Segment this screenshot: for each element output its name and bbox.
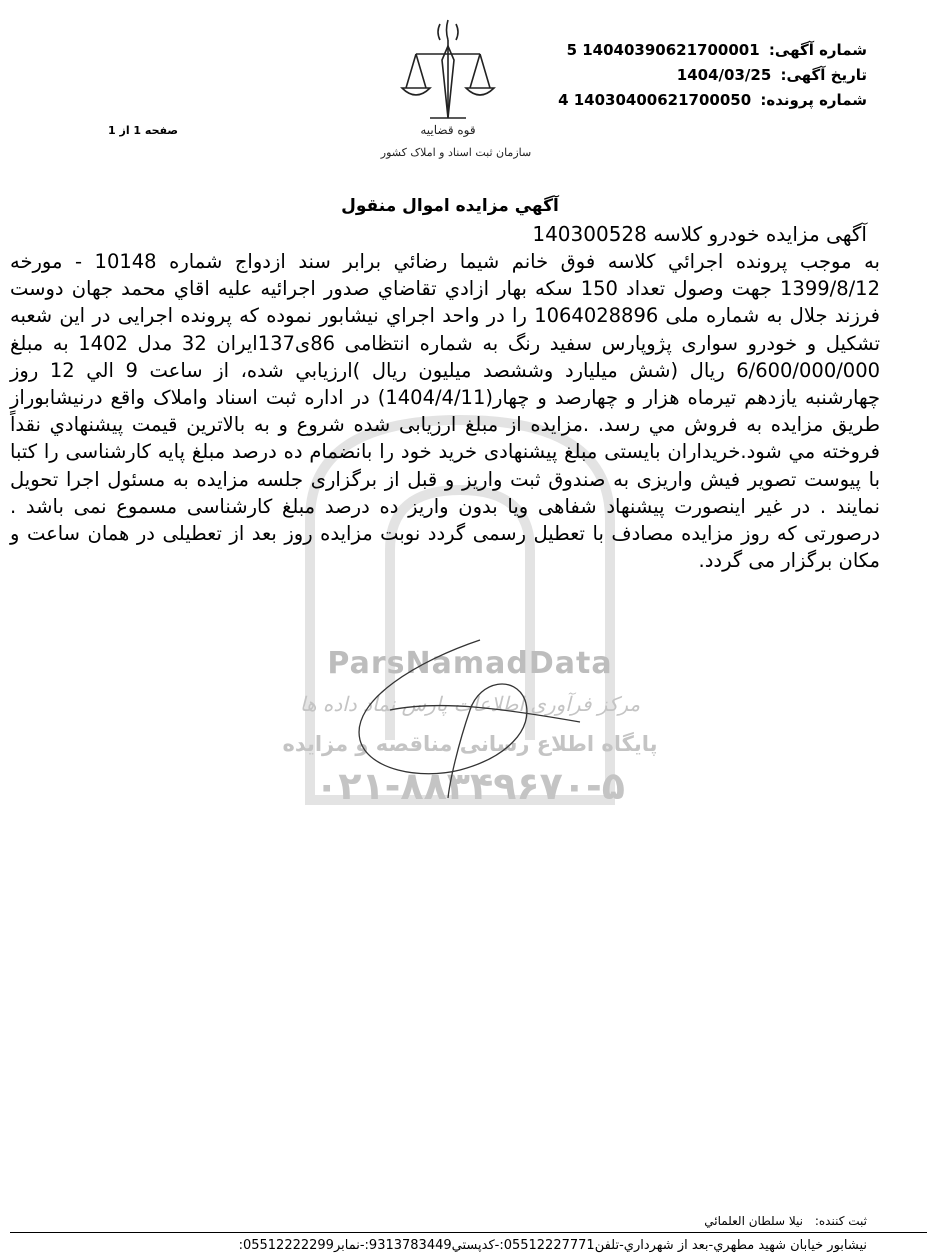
notice-number-label: شماره آگهی: xyxy=(768,41,867,59)
notice-body: به موجب پرونده اجرائي كلاسه فوق خانم شيما رضائي برابر سند ازدواج شماره 10148 - مورخه 1399/8/12 جهت وصول تعداد 150 سكه بهار ازادي تقاضاي صدور اجرائيه عليه اقاي محمد جهان دوست فرزند جلال به شماره ملی 1064028896 را در واحد اجراي نيشابور نموده که پرونده اجرایی در این شعبه تشکیل و خودرو سواری پژوپارس سفید رنگ به شماره انتظامی 86ی137ایران 32 مدل 1402 به مبلغ 6/600/000/000 ريال (شش ميليارد وششصد ميليون ريال )ارزيابي شده، از ساعت 9 الي 12 روز چهارشنبه يازدهم تيرماه هزار و چهارصد و چهار(1404/4/11) در اداره ثبت اسناد واملاک واقع درنيشابوراز طريق مزايده به فروش مي رسد. .مزایده از مبلغ ارزیابی شده شروع و به بالاترین قیمت پیشنهادي نقداً فروخته مي شود.خریداران بایستی مبلغ پیشنهادی خرید خود را بانضمام ده درصد مبلغ پایه کارشناسی را کتبا با پیوست تصویر فیش واریزی به صندوق ثبت واریز و قبل از برگزاری جلسه مزایده به مسئول اجرا تحویل نمایند . در غیر اینصورت پیشنهاد شفاهی ویا بدون واریز ده درصد مبلغ کارشناسی مسموع نمی باشد . درصورتی که روز مزایده مصادف با تعطیل رسمی گردد نوبت مزایده روز بعد از تعطیلی در همان ساعت و مکان برگزار می گردد. xyxy=(10,250,881,573)
watermark-line-1: مرکز فرآوری اطلاعات پارس نماد داده ها xyxy=(299,692,641,716)
notice-date-row xyxy=(537,63,867,88)
registrant-name: نيلا سلطان العلمائي xyxy=(704,1214,804,1228)
emblem-caption-1: قوه قضاییه xyxy=(420,123,476,137)
notice-date-label: تاریخ آگهی: xyxy=(780,66,867,84)
notice-number-row xyxy=(537,38,867,63)
watermark-line-2: پایگاه اطلاع رسانی مناقصه و مزایده xyxy=(282,732,658,756)
watermark-phone: ۰۲۱-۸۸۳۴۹۶۷۰-۵ xyxy=(315,764,625,808)
notice-subtitle: آگهی مزایده خودرو کلاسه 140300528 xyxy=(532,222,867,246)
case-number: 14030400621700050 4 xyxy=(558,91,752,109)
page-indicator: صفحه 1 از 1 xyxy=(108,124,179,137)
judiciary-emblem-icon xyxy=(378,6,558,166)
registrant xyxy=(704,1214,867,1228)
case-number-row xyxy=(537,88,867,113)
notice-metadata xyxy=(537,38,867,113)
notice-title: آگهي مزايده اموال منقول xyxy=(341,196,559,216)
office-address: نيشابور خيابان شهيد مطهري-بعد از شهرداري-تلفن05512227771:-كدپستي9313783449:-نمابر05512222299: xyxy=(238,1238,867,1253)
registrant-label: ثبت کننده: xyxy=(814,1214,867,1228)
footer-divider xyxy=(10,1232,927,1233)
handwritten-signature-icon xyxy=(330,630,590,800)
notice-number: 14040390621700001 5 xyxy=(566,41,760,59)
notice-date: 1404/03/25 xyxy=(676,66,772,84)
watermark-brand: ParsNamadData xyxy=(327,646,613,681)
case-number-label: شماره پرونده: xyxy=(760,91,867,109)
emblem-caption-2: سازمان ثبت اسناد و املاک کشور xyxy=(380,146,532,159)
